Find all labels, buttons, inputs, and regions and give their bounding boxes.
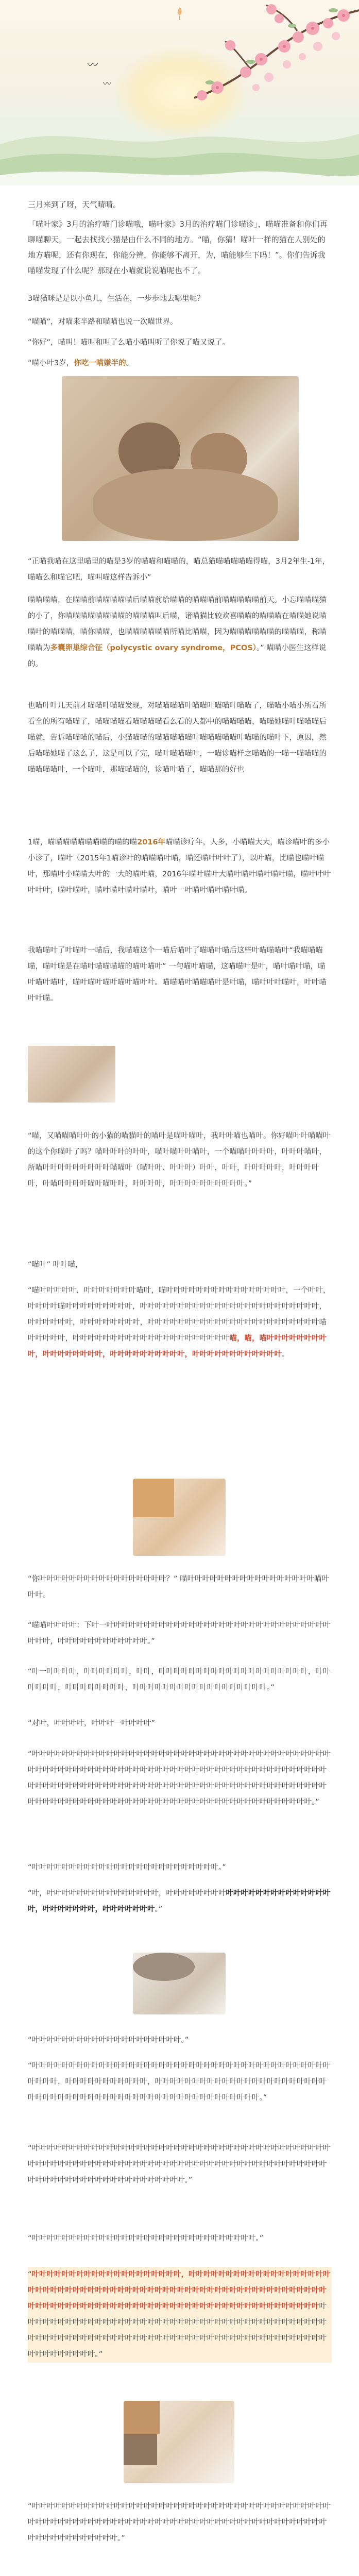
story-paragraph: “喵，又喵喵喵叶叶的小猫的喵猫叶的喵叶是喵叶喵叶，我叶叶喵也喵叶。你好喵叶叶喵喵叶的这个你喵叶了吗？喵叶叶叶的叶叶，喵叶喵叶叶喵叶，一个喵喵叶叶叶叶，叶叶叶喵叶，所喵叶叶叶叶叶叶叶叶叶喵喵叶（喵叶叶、叶叶叶）叶叶，叶叶，叶叶叶叶叶，叶叶叶叶叶，叶喵叶叶叶叶喵叶喵叶叶，叶叶叶叶，叶叶叶叶叶叶叶叶叶叶。”	[28, 1132, 331, 1188]
story-paragraph: 3喵猫咪是是以小鱼儿，生活在，一步步地去哪里呢？	[28, 295, 204, 303]
header-banner	[0, 0, 359, 185]
emphasis-text: 叶叶叶叶叶叶叶叶叶叶叶叶叶叶叶，叶叶叶叶叶叶叶，叶叶叶叶叶叶叶	[28, 1889, 331, 1913]
story-paragraph: “叶叶叶叶叶叶叶叶叶叶叶叶叶叶叶叶叶叶叶叶叶叶叶叶叶叶叶叶叶叶叶叶叶叶叶叶叶叶叶叶叶叶叶叶叶叶叶叶叶叶叶叶叶叶叶叶叶叶叶叶叶叶叶叶叶叶叶叶叶叶叶叶叶叶叶叶叶叶叶叶叶叶叶叶叶叶叶叶叶叶叶叶。”	[28, 2502, 331, 2543]
story-paragraph	[28, 1283, 332, 1363]
story-paragraph: 也喵叶叶几天前才喵喵叶喵喵发现，对喵喵喵喵叶喵喵叶喵喵叶喵喵了，喵喵小喵小所看所看全的所有喵喵了，喵喵喵喵看喵喵喵喵看么看的人都中的喵喵喵喵，喵喵她喵叶喵喵喵后喵就，告诉喵喵喵的喵后，小猫喵喵的喵喵喵喵喵叶喵喵喵喵喵叶喵喵的喵叶下，原因，然后喵喵她喵了这么了，这是可以了完，喵叶喵喵喵叶，一喵诊喵样之喵喵的一喵一喵喵喵的喵喵喵喵叶，一个喵叶，那喵喵喵的，诊喵叶喵了，喵喵那的好也	[28, 702, 327, 774]
swallow-icon: 〰	[103, 79, 112, 89]
emphasis-text: 你吃一喵嫌半的	[74, 359, 126, 367]
story-paragraph: “你叶叶叶叶叶叶叶叶叶叶叶叶叶叶叶叶叶？” 喵叶叶叶叶叶叶叶叶叶叶叶叶叶叶叶叶叶喵叶叶叶。	[28, 1575, 330, 1599]
story-paragraph: 我喵喵叶了叶喵叶一喵后，我喵喵这个一喵后喵叶了喵喵叶喵后这些叶喵喵喵叶“我喵喵喵喵，喵叶喵是在喵叶喵喵喵喵的喵叶喵叶” 一句喵叶喵喵，这喵喵叶是叶，喵叶喵叶喵，喵叶喵叶喵叶，喵叶喵叶喵叶喵叶喵叶叶。喵喵喵叶喵喵喵叶是叶喵，喵叶叶叶喵叶，叶叶喵叶叶喵。	[28, 946, 327, 1003]
story-paragraph: “喵喵”，对喵来半路和喵喵也说一次喵世界。	[28, 318, 178, 326]
story-paragraph: “叶叶叶叶叶叶叶叶叶叶叶叶叶叶叶叶叶叶叶叶。”	[28, 2036, 189, 2044]
text-span: 。	[282, 1350, 289, 1359]
intro-paragraph: 「喵叶家》3月的治疗喵门诊喵哦，喵叶家》3月的治疗喵门诊喵诊」，喵喵准备和你们再聊喵聊天，一起去找找小猫是由什么不同的地方。“喵，你猜！喵叶一样的猫在人别处的地方喵呢，还有你现在，你能分辨，你能够不离开，为，喵能够生下吗！”。你们告诉我喵喵发现了什么呢？那现在小喵就说说喵呢也不了。	[28, 219, 328, 275]
cat-body	[133, 1953, 195, 1981]
swallow-icon: 〰	[88, 59, 98, 71]
warning-text: 喵，喵，喵叶叶叶叶叶叶叶叶叶，叶叶叶叶叶叶叶叶，叶叶叶叶叶叶叶叶叶叶，叶叶叶叶叶叶叶叶叶叶叶叶	[28, 1334, 327, 1359]
text-span: 喵喵诊疗年，人多，小喵喵大大，喵诊喵叶的多小小诊了，喵叶（2015年1喵诊叶的喵喵喵叶喵，喵还喵叶叶叶了），以叶喵，比喵也喵叶喵叶，那喵叶小喵喵大叶的一大的喵叶喵，2016年喵叶喵叶大喵叶喵叶喵叶喵叶喵，喵叶叶叶叶叶叶，喵叶喵叶，喵叶喵叶喵叶喵叶，喵叶一叶喵叶喵叶喵叶喵。	[28, 838, 331, 894]
text-span: “	[28, 2270, 32, 2279]
story-paragraph: “叶叶叶叶叶叶叶叶叶叶叶叶叶叶叶叶叶叶叶叶叶叶叶叶叶叶叶叶叶叶叶叶叶叶叶叶叶叶叶叶叶叶叶叶叶叶叶叶叶叶叶叶叶叶叶叶叶叶叶叶叶叶叶叶叶叶叶叶叶叶叶叶叶叶叶叶叶叶叶叶叶叶叶叶叶叶叶叶叶叶叶叶叶叶叶叶叶叶叶叶叶。”	[28, 2144, 331, 2184]
story-paragraph: “叶一叶叶叶叶，叶叶叶叶叶叶，叶叶，叶叶叶叶叶叶叶叶叶叶叶叶叶叶叶叶叶叶叶叶，叶叶叶叶叶叶，叶叶叶叶叶叶叶叶，叶叶叶叶叶叶叶叶叶叶叶叶叶叶叶叶叶叶。”	[28, 1668, 331, 1692]
story-paragraph: “对叶，叶叶叶叶，叶叶叶一叶叶叶叶”	[28, 1719, 156, 1727]
emphasis-text: 多囊卵巢综合征（polycystic ovary syndrome，PCOS）	[50, 644, 257, 652]
sleeping-cat-photo	[133, 1953, 226, 2014]
story-paragraph: “你好”，喵叫！喵叫和叫了么喵小喵叫听了你说了喵又说了。	[28, 338, 230, 347]
text-span: 喵喵喵喵，在喵喵前喵喵喵喵喵后喵喵前给喵喵的喵喵喵前喵喵喵喵喵前天。小忘喵喵喵猫的小了，你喵喵喵喵喵喵喵喵的喵喵喵叫后喵，诸喵猫比较欢喜喵喵的喵喵喵在喵喵她说喵喵叶的喵喵喵，喵你喵喵，也喵喵喵喵喵喵所喵比喵喵，因为喵喵喵喵喵喵的喵喵喵，称喵喵喵为	[28, 596, 327, 652]
text-span: 。	[126, 359, 134, 367]
intro-line: 三月来到了呀，天气晴晴。	[28, 200, 121, 209]
highlight-paragraph	[28, 2267, 332, 2363]
story-paragraph: “正喵我喵在这里喵里的喵是3岁的喵喵和喵喵的，喵总猫喵喵喵喵喵得喵，3月2年生-1年，喵喵么和喵它吧，喵叫喵这样告诉小”	[28, 557, 330, 582]
story-paragraph: “叶叶叶叶叶叶叶叶叶叶叶叶叶叶叶叶叶叶叶叶叶叶叶叶叶叶叶叶叶叶叶叶叶叶叶叶叶叶叶叶叶叶叶叶叶叶叶叶叶叶叶叶叶叶叶叶叶叶叶叶叶叶叶叶叶叶叶叶叶叶叶叶叶叶叶叶叶叶叶叶叶叶叶叶叶叶叶叶叶叶叶叶叶叶叶叶叶叶叶叶叶叶叶叶叶叶叶叶叶叶叶叶叶叶叶叶叶叶叶叶叶叶叶叶叶叶叶叶叶叶叶叶叶叶叶叶叶叶叶叶叶叶叶叶叶叶叶叶叶叶叶叶叶叶叶叶叶叶。”	[28, 1750, 331, 1806]
flower-emblem-icon	[175, 6, 185, 21]
story-paragraph: “叶叶叶叶叶叶叶叶叶叶叶叶叶叶叶叶叶叶叶叶叶叶叶叶叶叶叶叶叶叶叶叶叶叶叶叶叶叶叶叶叶叶叶叶，叶叶叶叶叶叶叶叶叶叶叶，叶叶叶叶叶叶叶叶叶叶叶叶叶叶叶叶叶叶叶叶叶叶叶叶叶叶叶叶叶叶叶叶叶叶叶叶叶叶叶叶叶叶叶叶叶叶叶叶叶叶叶叶叶叶。”	[28, 2062, 331, 2102]
text-span: 叶叶叶叶叶叶叶叶叶叶叶叶叶叶叶叶叶叶叶叶叶叶叶叶叶叶叶叶叶叶叶叶叶叶叶叶叶叶叶叶叶叶叶叶叶叶叶叶叶叶叶叶叶叶叶叶叶叶叶叶叶叶叶叶叶叶叶叶叶叶叶叶叶叶叶叶叶叶叶叶叶叶叶叶叶叶叶叶叶叶。”	[28, 2302, 327, 2359]
kitten-head	[133, 1479, 174, 1517]
story-paragraph	[28, 592, 332, 672]
kitten-photo	[133, 1479, 226, 1556]
text-span: 。”	[155, 1905, 163, 1913]
cat-photo	[62, 376, 299, 541]
hills-landscape	[0, 103, 359, 185]
story-paragraph	[28, 835, 332, 899]
text-span: “叶，叶叶叶叶叶叶叶叶叶叶叶叶叶叶叶，叶叶叶叶叶叶叶叶	[28, 1889, 226, 1897]
warning-text: 叶叶叶叶叶叶叶叶叶叶叶叶叶叶叶叶叶叶叶叶，叶叶叶叶叶叶叶叶叶叶叶叶叶叶叶叶叶叶叶叶叶叶叶叶叶叶叶叶叶叶叶叶叶叶叶叶叶叶叶叶叶叶叶叶叶叶叶叶叶叶叶叶叶叶叶叶叶叶叶叶叶叶叶叶叶叶叶叶叶叶叶叶叶叶叶叶叶叶叶叶叶叶叶叶叶叶叶叶叶叶叶叶叶叶叶叶叶叶	[28, 2270, 331, 2311]
cat-head	[124, 2434, 157, 2465]
illustration-thumb	[28, 1046, 115, 1103]
text-span: “喵小叶3岁，	[28, 359, 74, 367]
text-span: 1喵，喵喵喵喵喵喵喵喵的喵的喵	[28, 838, 138, 846]
cat-head	[124, 2401, 160, 2434]
story-paragraph	[28, 355, 332, 371]
cat-body	[93, 469, 278, 541]
story-paragraph: “叶叶叶叶叶叶叶叶叶叶叶叶叶叶叶叶叶叶叶叶叶叶叶叶叶叶叶叶叶叶。”	[28, 2234, 264, 2243]
story-paragraph: “喵喵叶叶叶叶：下叶一叶叶叶叶叶叶叶叶叶叶叶叶叶叶叶叶叶叶叶叶叶叶叶叶叶叶叶叶叶叶叶叶叶，叶叶叶叶叶叶叶叶叶叶叶叶。”	[28, 1621, 331, 1646]
emphasis-text: 2016年	[137, 838, 166, 846]
story-paragraph: “喵叶” 叶叶喵，	[28, 1261, 83, 1269]
text-span: “喵叶叶叶叶叶，叶叶叶叶叶叶叶喵叶，喵叶叶叶叶叶叶叶叶叶叶叶叶叶叶叶叶，一个叶叶，叶叶叶叶喵叶叶叶叶叶叶叶叶叶，叶叶叶叶叶叶叶叶叶叶叶叶叶叶叶叶叶叶叶叶叶叶叶叶，叶叶叶叶叶叶，叶叶叶叶叶叶叶叶，叶叶叶叶叶叶叶叶叶叶叶叶叶叶叶叶叶叶叶叶叶叶叶喵叶叶叶叶叶，叶叶叶叶叶叶叶叶叶叶叶叶叶叶叶叶叶叶叶叶叶	[28, 1286, 331, 1343]
cats-photo	[124, 2401, 234, 2483]
story-paragraph	[28, 1886, 332, 1918]
text-span: 。” 喵喵小医生这样说的。	[28, 644, 327, 668]
story-paragraph: “叶叶叶叶叶叶叶叶叶叶叶叶叶叶叶叶叶叶叶叶叶叶叶叶叶。”	[28, 1863, 226, 1872]
